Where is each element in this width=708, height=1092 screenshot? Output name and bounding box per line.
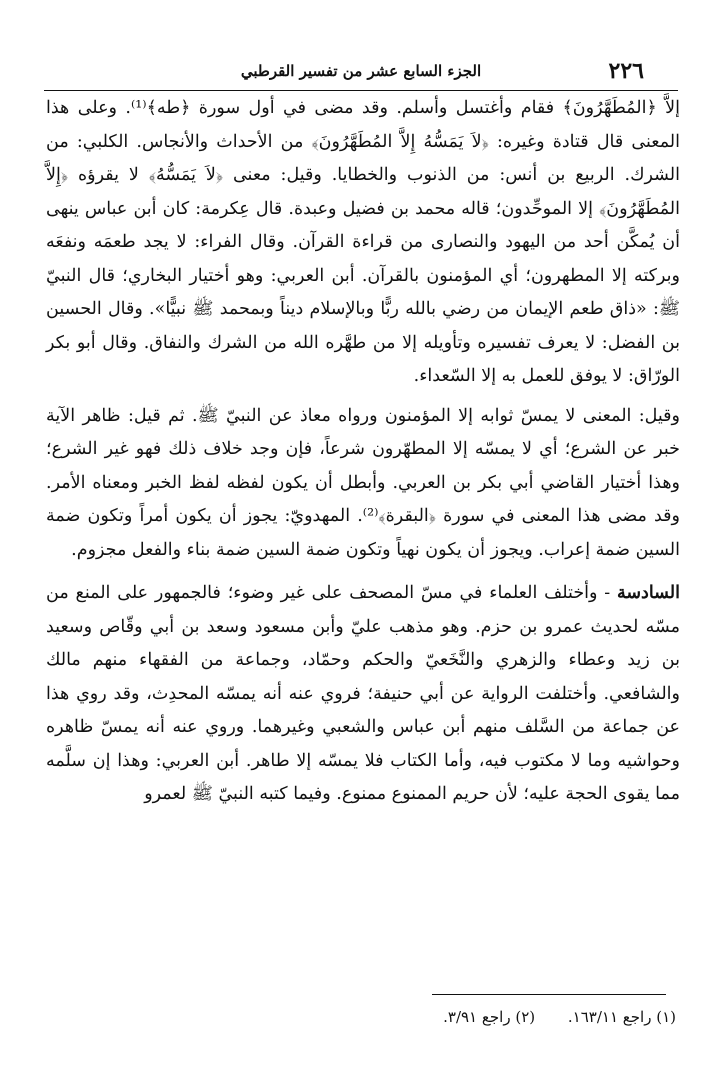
page-number: ٢٢٦: [608, 58, 644, 84]
paragraph-2: وقيل: المعنى لا يمسّ ثوابه إلا المؤمنون ورواه معاذ عن النبيّ ﷺ. ثم قيل: ظاهر الآية خبر عن الشرع؛ أي لا يمسّه إلا المطهّرون شرعاً، فإن وجد خلاف ذلك فهو غير الشرع؛ وهذا أختيار القاضي أبي بكر بن العربي. وأبطل أن يكون لفظه لفظ الخبر ومعناه الأمر. وقد مضى هذا المعنى في سورة ﴿البقرة﴾⁽²⁾. المهدويّ: يجوز أن يكون أمراً وتكون ضمة السين ضمة إعراب. ويجوز أن يكون نهياً وتكون ضمة السين ضمة بناء والفعل مجزوم.: [46, 405, 680, 560]
section-label: السادسة: [617, 583, 680, 603]
paragraph-3-text: - وأختلف العلماء في مسّ المصحف على غير وضوء؛ فالجمهور على المنع من مسّه لحديث عمرو بن حزم. وهو مذهب عليّ وأبن مسعود وسعد بن أبي وقّاص وسعيد بن زيد وعطاء والزهري والنَّخَعيّ والحكم وحمّاد، وجماعة من الفقهاء منهم مالك والشافعي. وأختلفت الرواية عن أبي حنيفة؛ فروي عنه أنه يمسّه المحدِث، وقد روي هذا عن جماعة من السَّلف منهم أبن عباس والشعبي وغيرهما. وروي عنه أنه يمسّ ظاهره وحواشيه وما لا مكتوب فيه، وأما الكتاب فلا يمسّه إلا طاهر. أبن العربي: وهذا إن سلَّمه مما يقوى الحجة عليه؛ لأن حريم الممنوع ممنوع. وفيما كتبه النبيّ ﷺ لعمرو: [46, 583, 680, 804]
paragraph-3: [46, 577, 680, 812]
footnote-1: (١) راجع ١٦٣/١١.: [567, 1008, 676, 1026]
running-title: الجزء السابع عشر من تفسير القرطبي: [240, 62, 482, 80]
paragraph-1: إلاَّ ﴿المُطَهَّرُونَ﴾ فقام وأغتسل وأسلم. وقد مضى في أول سورة ﴿طه﴾⁽¹⁾. وعلى هذا المعنى قال قتادة وغيره: ﴿لاَ يَمَسُّهُ إِلاَّ المُطَهَّرُونَ﴾ من الأحداث والأنجاس. الكلبي: من الشرك. الربيع بن أنس: من الذنوب والخطايا. وقيل: معنى ﴿لاَ يَمَسُّهُ﴾ لا يقرؤه ﴿إِلاَّ المُطَهَّرُونَ﴾ إلا الموحِّدون؛ قاله محمد بن فضيل وعبدة. قال عِكرمة: كان أبن عباس ينهى أن يُمكَّن أحد من اليهود والنصارى من قراءة القرآن. وقال الفراء: لا يجد طعمَه ونفعَه وبركته إلا المطهرون؛ أي المؤمنون بالقرآن. أبن العربي: وهو أختيار البخاري؛ قال النبيّ ﷺ: «ذاق طعم الإيمان من رضي بالله ربًّا وبالإسلام ديناً وبمحمد ﷺ نبيًّا». وقال الحسين بن الفضل: لا يعرف تفسيره وتأويله إلا من طهَّره الله من الشرك والنفاق. وقال أبو بكر الورّاق: لا يوفق للعمل به إلا السّعداء.: [46, 98, 680, 386]
footnote-divider: [432, 994, 666, 995]
body-text: [46, 92, 680, 812]
page-header: [44, 54, 678, 91]
footnotes: [300, 1008, 676, 1026]
footnote-2: (٢) راجع ٣/٩١.: [443, 1008, 536, 1026]
